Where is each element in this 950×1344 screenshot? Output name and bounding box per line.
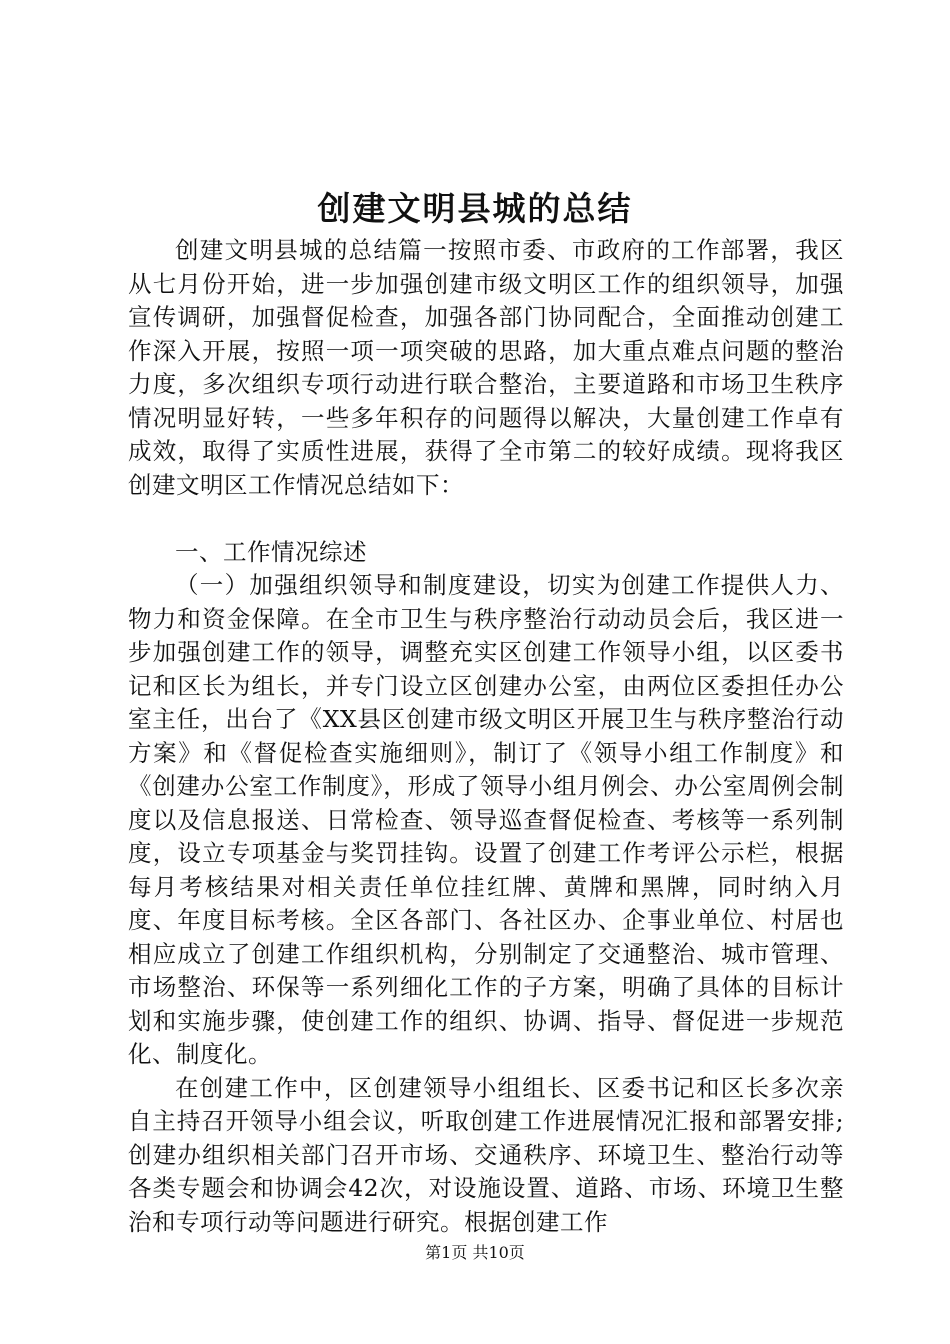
document-body — [128, 234, 844, 1239]
paragraph-organization: （一）加强组织领导和制度建设，切实为创建工作提供人力、物力和资金保障。在全市卫生与秩序整治行动动员会后，我区进一步加强创建工作的领导，调整充实区创建工作领导小组，以区委书记和区长为组长，并专门设立区创建办公室，由两位区委担任办公室主任，出台了《XX县区创建市级文明区开展卫生与秩序整治行动方案》和《督促检查实施细则》，制订了《领导小组工作制度》和《创建办公室工作制度》，形成了领导小组月例会、办公室周例会制度以及信息报送、日常检查、领导巡查督促检查、考核等一系列制度，设立专项基金与奖罚挂钩。设置了创建工作考评公示栏，根据每月考核结果对相关责任单位挂红牌、黄牌和黑牌，同时纳入月度、年度目标考核。全区各部门、各社区办、企事业单位、村居也相应成立了创建工作组织机构，分别制定了交通整治、城市管理、市场整治、环保等一系列细化工作的子方案，明确了具体的目标计划和实施步骤，使创建工作的组织、协调、指导、督促进一步规范化、制度化。 — [128, 571, 844, 1068]
paragraph-spacer — [128, 502, 844, 536]
paragraph-meetings: 在创建工作中，区创建领导小组组长、区委书记和区长多次亲自主持召开领导小组会议，听取创建工作进展情况汇报和部署安排;创建办组织相关部门召开市场、交通秩序、环境卫生、整治行动等各类专题会和协调会42次，对设施设置、道路、市场、环境卫生整治和专项行动等问题进行研究。根据创建工作 — [128, 1073, 844, 1236]
section-heading: 一、工作情况综述 — [175, 537, 367, 566]
paragraph-intro: 创建文明县城的总结篇一按照市委、市政府的工作部署，我区从七月份开始，进一步加强创建市级文明区工作的组织领导，加强宣传调研，加强督促检查，加强各部门协同配合，全面推动创建工作深入开展，按照一项一项突破的思路，加大重点难点问题的整治力度，多次组织专项行动进行联合整治，主要道路和市场卫生秩序情况明显好转，一些多年积存的问题得以解决，大量创建工作卓有成效，取得了实质性进展，获得了全市第二的较好成绩。现将我区创建文明区工作情况总结如下： — [128, 236, 844, 499]
page-footer: 第1页 共10页 — [425, 1243, 525, 1262]
document-title: 创建文明县城的总结 — [317, 189, 633, 228]
